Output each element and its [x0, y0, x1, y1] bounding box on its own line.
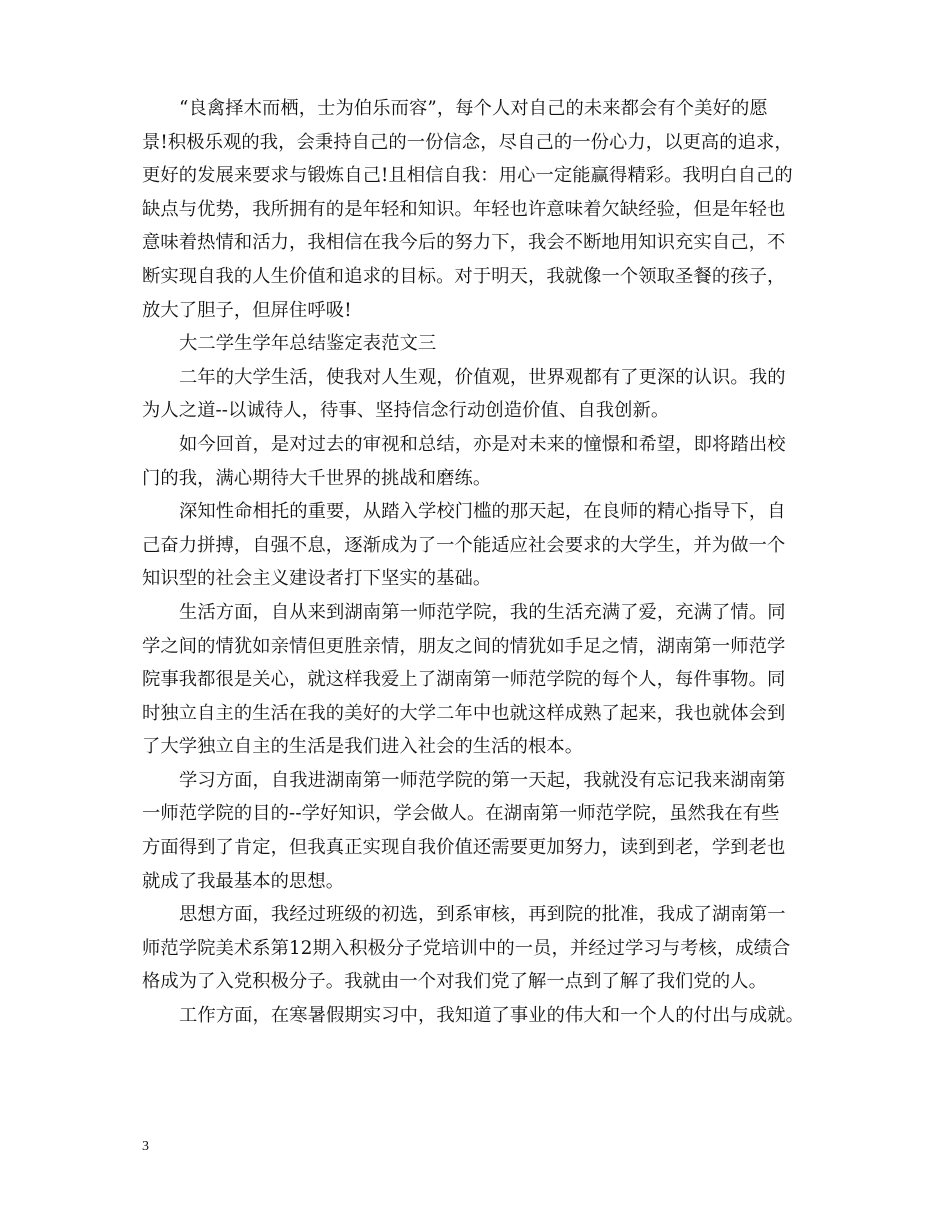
- text-line: 了大学独立自主的生活是我们进入社会的生活的根本。: [142, 736, 584, 758]
- text-line: 工作方面，在寒暑假期实习中，我知道了事业的伟大和一个人的付出与成就。: [179, 1005, 804, 1027]
- text-line: 知识型的社会主义建设者打下坚实的基础。: [142, 568, 492, 590]
- text-line: 方面得到了肯定，但我真正实现自我价值还需要更加努力，读到到老，学到老也: [142, 837, 786, 859]
- text-line: 学之间的情犹如亲情但更胜亲情，朋友之间的情犹如手足之情，湖南第一师范学: [142, 635, 786, 657]
- text-line: 深知性命相托的重要，从踏入学校门槛的那天起，在良师的精心指导下，自: [179, 501, 786, 523]
- text-line: 就成了我最基本的思想。: [142, 870, 345, 892]
- text-line: 放大了胆子，但屏住呼吸!: [142, 299, 352, 321]
- text-line: 意味着热情和活力，我相信在我今后的努力下，我会不断地用知识充实自己，不: [142, 232, 786, 254]
- text-line: 格成为了入党积极分子。我就由一个对我们党了解一点到了解了我们党的人。: [142, 971, 767, 993]
- text-line: 景!积极乐观的我，会秉持自己的一份信念，尽自己的一份心力，以更高的追求，: [142, 131, 793, 153]
- body-text: [142, 92, 826, 1033]
- text-line: 师范学院美术系第12期入积极分子党培训中的一员，并经过学习与考核，成绩合: [142, 937, 791, 959]
- text-line: 缺点与优势，我所拥有的是年轻和知识。年轻也许意味着欠缺经验，但是年轻也: [142, 198, 786, 220]
- section-heading: 大二学生学年总结鉴定表范文三: [179, 333, 437, 355]
- text-line: 思想方面，我经过班级的初选，到系审核，再到院的批准，我成了湖南第一: [179, 904, 786, 926]
- text-line: 生活方面，自从来到湖南第一师范学院，我的生活充满了爱，充满了情。同: [179, 601, 786, 623]
- page-number: 3: [142, 1139, 149, 1154]
- text-line: 己奋力拼搏，自强不息，逐渐成为了一个能适应社会要求的大学生，并为做一个: [142, 534, 786, 556]
- text-line: 二年的大学生活，使我对人生观，价值观，世界观都有了更深的认识。我的: [179, 366, 786, 388]
- text-line: 学习方面，自我进湖南第一师范学院的第一天起，我就没有忘记我来湖南第: [179, 769, 786, 791]
- text-line: 断实现自我的人生价值和追求的目标。对于明天，我就像一个领取圣餐的孩子，: [142, 265, 786, 287]
- text-line: 为人之道--以诚待人，待事、坚持信念行动创造价值、自我创新。: [142, 400, 670, 422]
- text-line: 一师范学院的目的--学好知识，学会做人。在湖南第一师范学院，虽然我在有些: [142, 803, 780, 825]
- text-line: 更好的发展来要求与锻炼自己!且相信自我：用心一定能赢得精彩。我明白自己的: [142, 165, 793, 187]
- text-line: “良禽择木而栖，士为伯乐而容”，每个人对自己的未来都会有个美好的愿: [179, 98, 768, 119]
- text-line: 院事我都很是关心，就这样我爱上了湖南第一师范学院的每个人，每件事物。同: [142, 669, 786, 691]
- text-line: 如今回首，是对过去的审视和总结，亦是对未来的憧憬和希望，即将踏出校: [179, 433, 786, 455]
- text-line: 门的我，满心期待大千世界的挑战和磨练。: [142, 467, 492, 489]
- text-line: 时独立自主的生活在我的美好的大学二年中也就这样成熟了起来，我也就体会到: [142, 702, 786, 724]
